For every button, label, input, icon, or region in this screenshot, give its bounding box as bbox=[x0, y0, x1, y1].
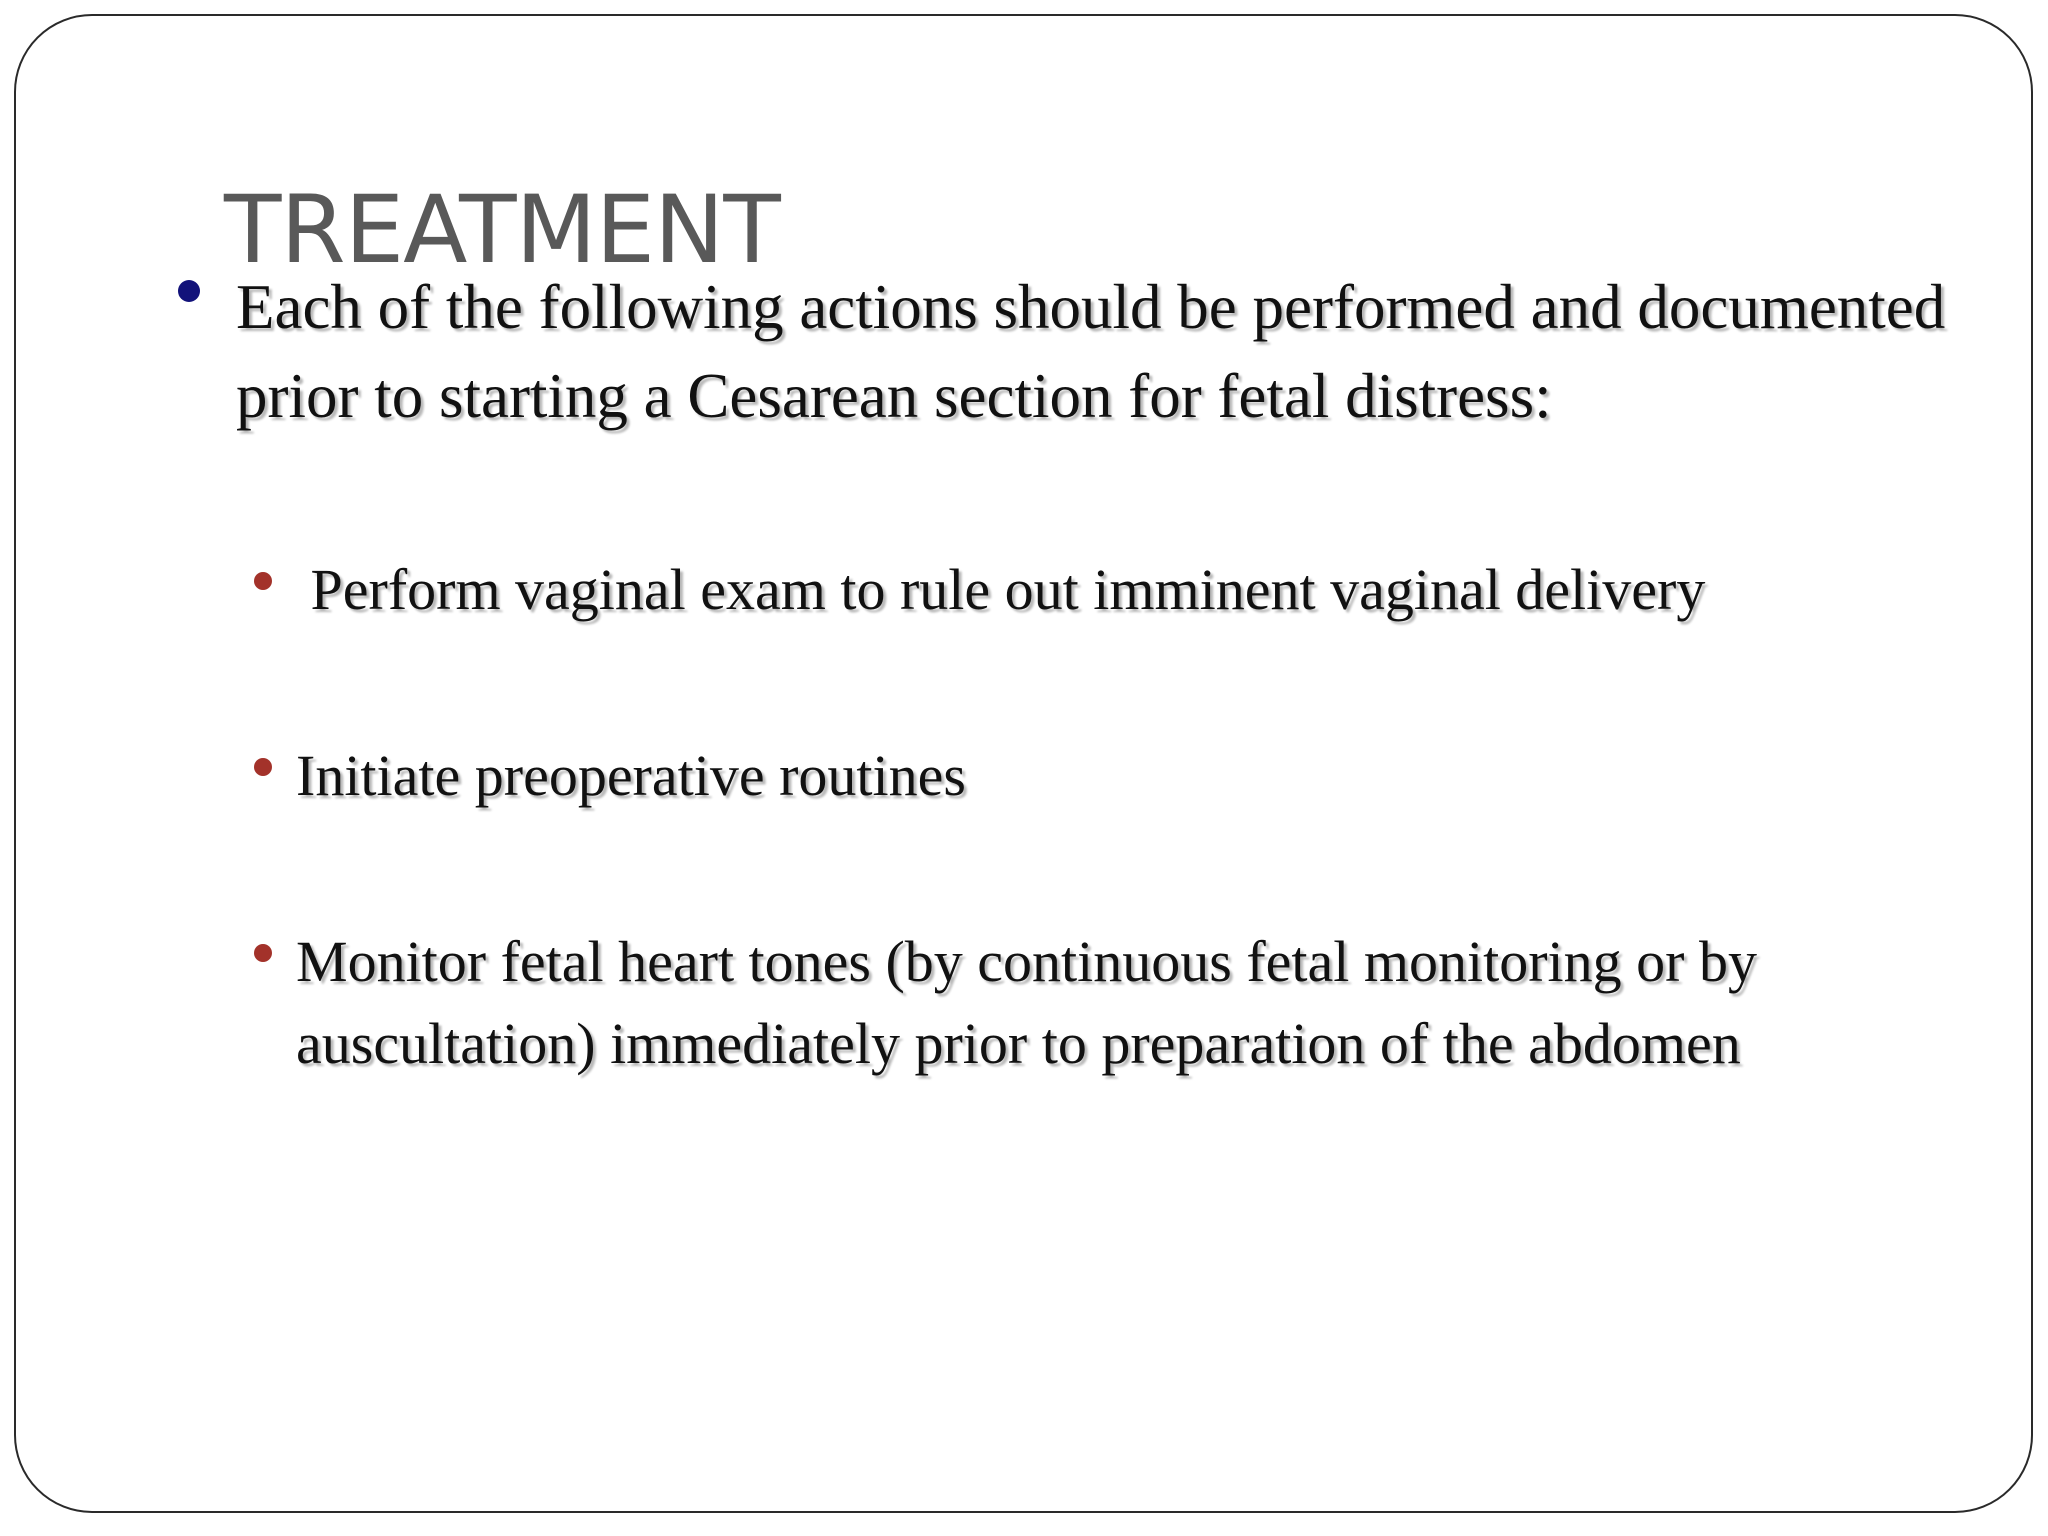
sub-bullet-dot-3 bbox=[254, 944, 272, 962]
slide-title: TREATMENT bbox=[224, 176, 780, 285]
main-bullet-text: Each of the following actions should be performed and documented prior to starting a Cesarean section for fetal distress: bbox=[236, 272, 1946, 431]
sub-bullet-text-3: Monitor fetal heart tones (by continuous fetal monitoring or by auscultation) immediately prior to preparation of the abdomen bbox=[296, 929, 1757, 1076]
main-bullet-dot bbox=[178, 280, 200, 302]
sub-bullet-text-2: Initiate preoperative routines bbox=[296, 743, 966, 808]
sub-bullet-dot-1 bbox=[254, 572, 272, 590]
sub-bullet-text-1: Perform vaginal exam to rule out imminent vaginal delivery bbox=[296, 557, 1706, 622]
sub-bullet-dot-2 bbox=[254, 758, 272, 776]
